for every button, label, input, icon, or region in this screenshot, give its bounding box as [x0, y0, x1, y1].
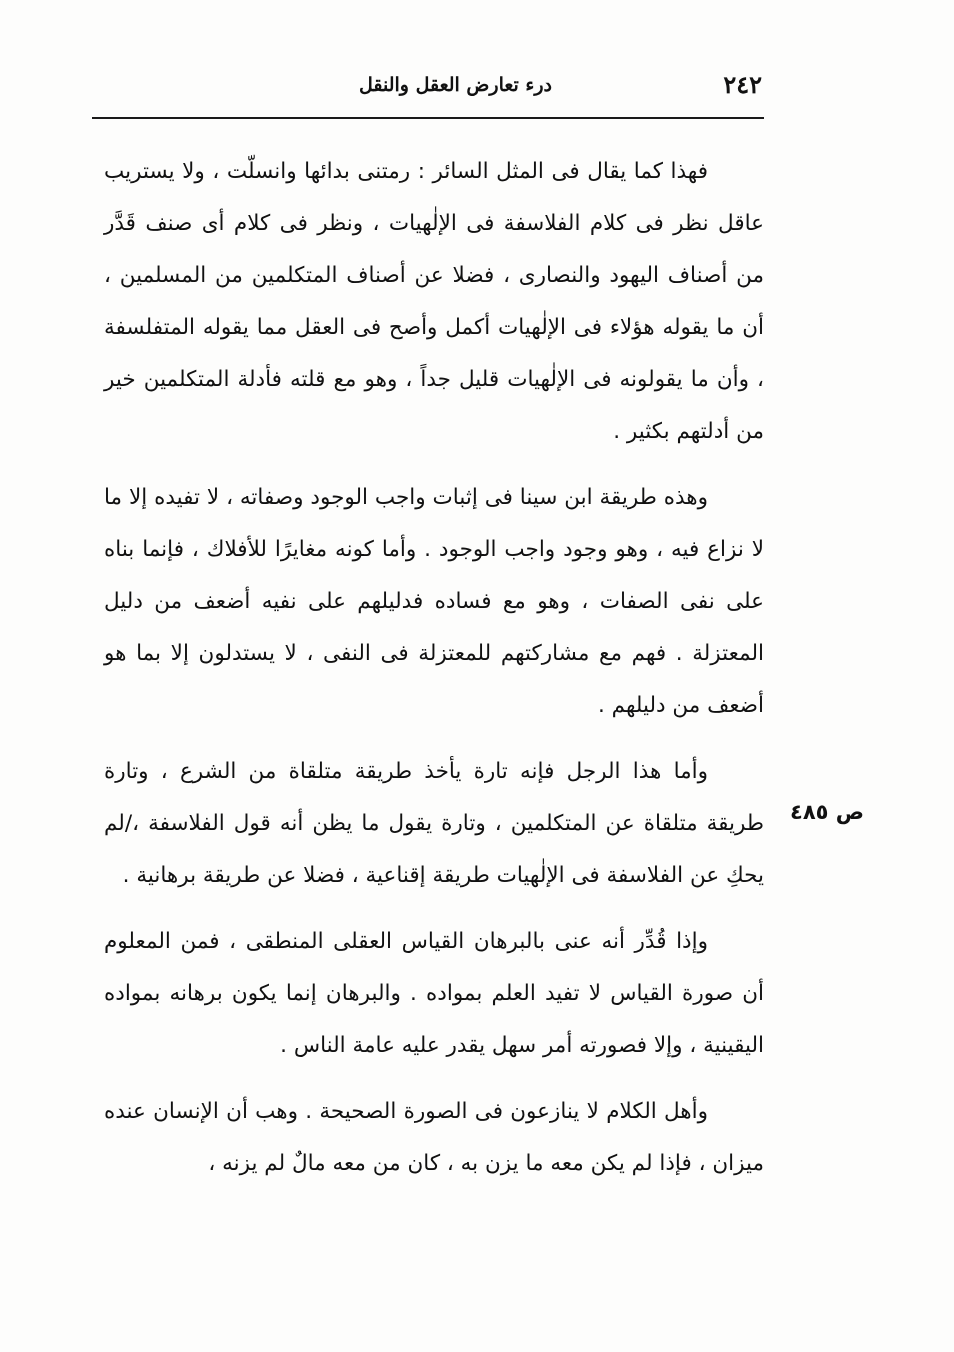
paragraph-1: فهذا كما يقال فى المثل السائر : رمتنى بدائها وانسلّت ، ولا يستريب عاقل نظر فى كلام الفلاسفة فى الإلٰهيات ، ونظر فى كلام أى صنف قَدَّر من أصناف اليهود والنصارى ، فضلا عن أصناف المتكلمين من المسلمين ، أن ما يقوله هؤلاء فى الإلٰهيات أكمل وأصح فى العقل مما يقوله المتفلسفة ، وأن ما يقولونه فى الإلٰهيات قليل جداً ، وهو مع قلته فأدلة المتكلمين خير من أدلتهم بكثير .: [104, 159, 764, 444]
page-header: [92, 62, 762, 118]
paragraph-5: وأهل الكلام لا ينازعون فى الصورة الصحيحة . وهب أن الإنسان عنده ميزان ، فإذا لم يكن معه ما يزن به ، كان من معه مالٌ لم يزنه ،: [104, 1099, 764, 1176]
paragraph-3: وأما هذا الرجل فإنه تارة يأخذ طريقة متلقاة من الشرع ، وتارة طريقة متلقاة عن المتكلمين ، وتارة يقول ما يظن أنه قول الفلاسفة ،/لم يحكِ عن الفلاسفة فى الإلٰهيات طريقة إقناعية ، فضلا عن طريقة برهانية .: [104, 759, 764, 888]
paragraph-2: وهذه طريقة ابن سينا فى إثبات واجب الوجود وصفاته ، لا تفيده إلا ما لا نزاع فيه ، وهو وجود واجب الوجود . وأما كونه مغايرًا للأفلاك ، فإنما بناه على نفى الصفات ، وهو مع فساده فدليلهم على نفيه أضعف من دليل المعتزلة . فهم مع مشاركتهم للمعتزلة فى النفى ، لا يستدلون إلا بما هو أضعف من دليلهم .: [104, 485, 764, 718]
margin-page-reference: ص ٤٨٥: [790, 800, 865, 824]
body-text: [104, 146, 764, 1204]
paragraph-4: وإذا قُدِّر أنه عنى بالبرهان القياس العقلى المنطقى ، فمن المعلوم أن صورة القياس لا تفيد العلم بمواده . والبرهان إنما يكون برهانه بمواده اليقينية ، وإلا فصورته أمر سهل يقدر عليه عامة الناس .: [104, 929, 764, 1058]
page-number: ٢٤٢: [723, 70, 762, 99]
running-title: درء تعارض العقل والنقل: [358, 74, 552, 96]
header-rule: [92, 117, 764, 119]
